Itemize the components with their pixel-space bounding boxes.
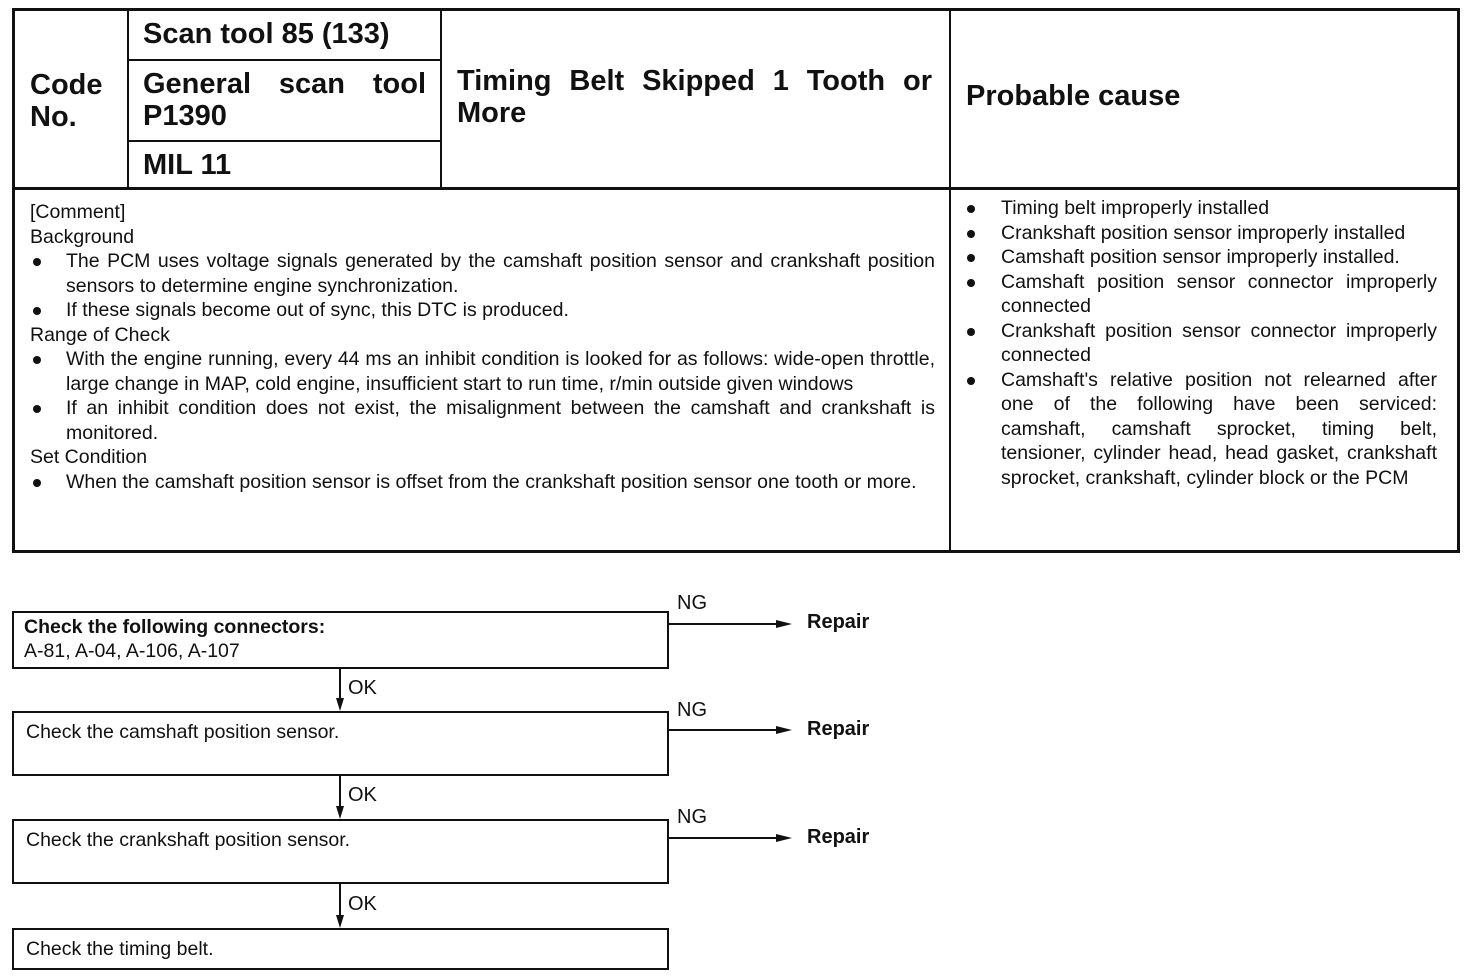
- ng-arrowhead-1: [776, 620, 792, 628]
- ng-label-2: NG: [677, 699, 707, 721]
- ok-arrowhead-3: [336, 915, 344, 928]
- flow-step-4-title: Check the timing belt.: [26, 938, 214, 960]
- comment-label: [Comment]: [30, 201, 126, 223]
- flow-step-1-detail: A-81, A-04, A-106, A-107: [24, 640, 240, 662]
- code-no-label: Code No.: [30, 69, 103, 133]
- list-item-text: Camshaft position sensor connector improperly connected: [1001, 270, 1437, 317]
- ng-label-1: NG: [677, 592, 707, 614]
- list-item-text: Camshaft position sensor improperly installed.: [1001, 246, 1400, 268]
- flow-step-3-title: Check the crankshaft position sensor.: [26, 829, 351, 851]
- list-item-text: Crankshaft position sensor connector improperly connected: [1001, 319, 1437, 366]
- list-item-text: Crankshaft position sensor improperly installed: [1001, 221, 1406, 244]
- ok-arrowhead-1: [336, 698, 344, 711]
- set-heading: Set Condition: [30, 446, 148, 468]
- list-item-text: Camshaft's relative position not relearned after one of the following have been serviced: camshaft, camshaft sprocket, timing belt, tensioner, cylinder head, head gasket, crankshaft sprocket, crankshaft, cylinder block or the PCM: [1001, 368, 1437, 489]
- ng-arrowhead-2: [776, 726, 792, 734]
- list-item-text: When the camshaft position sensor is offset from the crankshaft position sensor one tooth or more.: [66, 470, 917, 493]
- repair-label-3: Repair: [807, 826, 870, 848]
- ng-arrowhead-3: [776, 834, 792, 842]
- list-item-text: Timing belt improperly installed: [1001, 197, 1270, 219]
- probable-cause-heading: Probable cause: [966, 80, 1181, 112]
- ok-label-3: OK: [348, 893, 377, 915]
- ok-label-1: OK: [348, 677, 377, 699]
- background-heading: Background: [30, 225, 135, 248]
- list-item-text: The PCM uses voltage signals generated by the camshaft position sensor and crankshaft position sensors to determine engine synchronization.: [66, 250, 935, 297]
- ng-label-3: NG: [677, 806, 707, 828]
- list-item-text: If these signals become out of sync, this DTC is produced.: [66, 299, 569, 321]
- mil-code: MIL 11: [143, 149, 232, 181]
- flow-step-2-title: Check the camshaft position sensor.: [26, 721, 340, 743]
- general-scan-tool-code: General scan tool P1390: [143, 68, 426, 132]
- list-item-text: With the engine running, every 44 ms an inhibit condition is looked for as follows: wide-open throttle, large change in MAP, cold engine, insufficient start to run time, r/min outside given windows: [66, 348, 935, 395]
- list-item-text: If an inhibit condition does not exist, the misalignment between the camshaft and crankshaft is monitored.: [66, 397, 935, 444]
- ok-arrowhead-2: [336, 806, 344, 819]
- flow-step-1-title: Check the following connectors:: [24, 616, 326, 638]
- dtc-title: Timing Belt Skipped 1 Tooth or More: [457, 65, 932, 129]
- scan-tool-code: Scan tool 85 (133): [143, 18, 390, 50]
- repair-label-2: Repair: [807, 718, 870, 740]
- range-heading: Range of Check: [30, 323, 170, 346]
- repair-label-1: Repair: [807, 611, 870, 633]
- ok-label-2: OK: [348, 784, 377, 806]
